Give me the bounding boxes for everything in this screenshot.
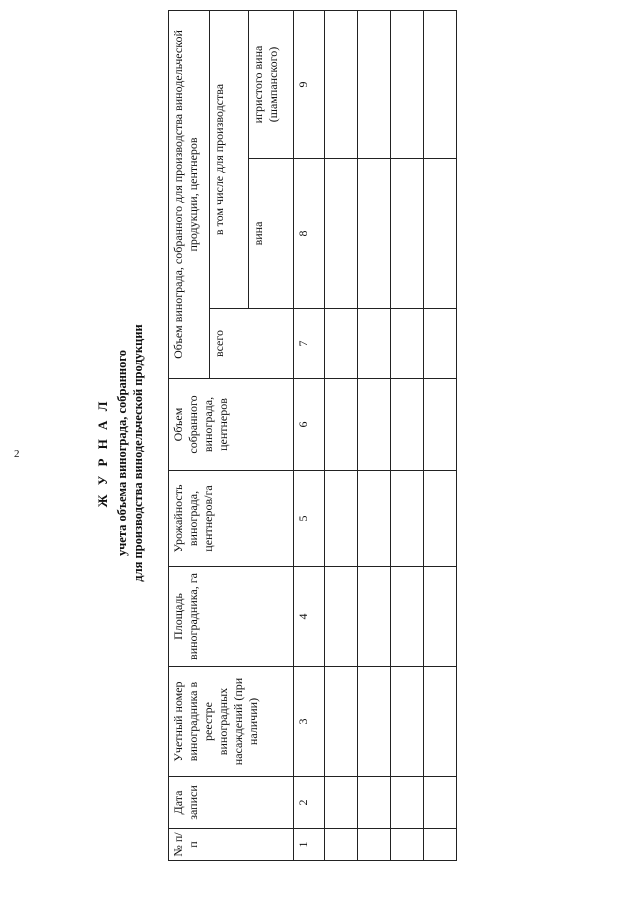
table-cell [358, 667, 391, 777]
column-number: 8 [294, 159, 325, 309]
document-header [90, 23, 162, 883]
header-date: Дата записи [169, 777, 294, 829]
column-number-row [294, 10, 325, 860]
table-cell [391, 471, 424, 567]
column-number: 2 [294, 777, 325, 829]
table-cell [391, 829, 424, 861]
column-number: 7 [294, 309, 325, 379]
table-cell [424, 829, 457, 861]
header-including: в том числе для производства [210, 10, 249, 308]
column-number: 6 [294, 379, 325, 471]
header-sparkling: игристого вина (шампанского) [249, 10, 294, 158]
table-cell [391, 379, 424, 471]
table-cell [424, 471, 457, 567]
table-cell [325, 159, 358, 309]
column-number: 3 [294, 667, 325, 777]
table-cell [325, 567, 358, 667]
table-cell [325, 309, 358, 379]
header-yield: Урожайность винограда, центнеров/га [169, 471, 294, 567]
table-row [424, 10, 457, 860]
table-cell [424, 309, 457, 379]
column-number: 9 [294, 10, 325, 158]
table-cell [358, 829, 391, 861]
header-wine-group: Объем винограда, собранного для производства винодельческой продукции, центнеров [169, 10, 210, 378]
table-cell [424, 567, 457, 667]
table-cell [325, 777, 358, 829]
table-cell [391, 777, 424, 829]
table-cell [358, 777, 391, 829]
table-cell [325, 379, 358, 471]
journal-sheet [90, 23, 530, 883]
table-cell [424, 379, 457, 471]
table-cell [424, 667, 457, 777]
table-cell [358, 567, 391, 667]
header-reg-number: Учетный номер виноградника в реестре виноградных насаждений (при наличии) [169, 667, 294, 777]
table-cell [325, 829, 358, 861]
table-row [325, 10, 358, 860]
header-volume: Объем собранного винограда, центнеров [169, 379, 294, 471]
table-cell [325, 10, 358, 158]
header-area: Площадь виноградника, га [169, 567, 294, 667]
column-number: 5 [294, 471, 325, 567]
page-number: 2 [14, 448, 20, 460]
table-cell [391, 159, 424, 309]
journal-table [168, 10, 457, 861]
document-subtitle-line1: учета объема винограда, собранного [115, 350, 129, 556]
table-row [391, 10, 424, 860]
table-cell [391, 10, 424, 158]
header-num: № п/п [169, 829, 294, 861]
table-cell [325, 667, 358, 777]
column-number: 4 [294, 567, 325, 667]
table-cell [391, 309, 424, 379]
table-cell [358, 471, 391, 567]
table-cell [424, 777, 457, 829]
column-number: 1 [294, 829, 325, 861]
table-row [358, 10, 391, 860]
table-cell [358, 10, 391, 158]
header-wine: вина [249, 159, 294, 309]
table-cell [424, 10, 457, 158]
document-subtitle-line2: для производства винодельческой продукции [131, 324, 145, 582]
table-cell [391, 667, 424, 777]
document-title: Ж У Р Н А Л [95, 398, 110, 508]
table-cell [358, 309, 391, 379]
table-cell [424, 159, 457, 309]
header-total: всего [210, 309, 294, 379]
table-cell [358, 159, 391, 309]
table-cell [391, 567, 424, 667]
table-cell [358, 379, 391, 471]
table-cell [325, 471, 358, 567]
